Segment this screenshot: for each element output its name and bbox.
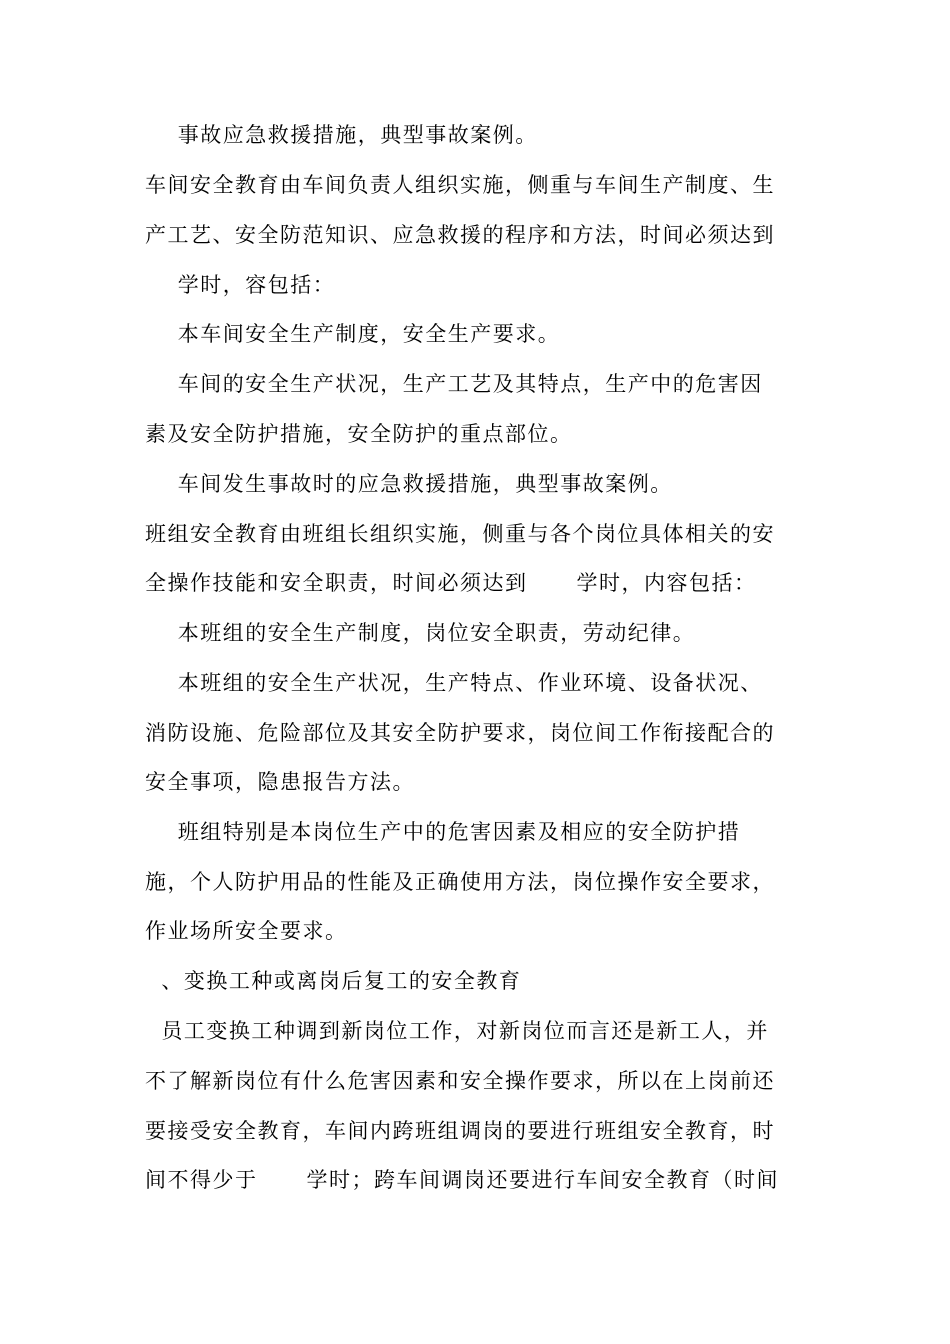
text-line: 员工变换工种调到新岗位工作，对新岗位而言还是新工人，并 [145, 1019, 769, 1043]
text-line: 消防设施、危险部位及其安全防护要求，岗位间工作衔接配合的 [145, 721, 775, 745]
text-line: 要接受安全教育，车间内跨班组调岗的要进行班组安全教育，时 [145, 1119, 775, 1143]
text-line: 本班组的安全生产状况，生产特点、作业环境、设备状况、 [145, 671, 763, 695]
text-line: 全操作技能和安全职责，时间必须达到 学时，内容包括： [145, 571, 757, 595]
text-line: 产工艺、安全防范知识、应急救援的程序和方法，时间必须达到 [145, 223, 775, 247]
text-line: 事故应急救援措施，典型事故案例。 [145, 123, 538, 147]
text-line: 车间发生事故时的应急救援措施，典型事故案例。 [145, 472, 673, 496]
section-heading: 、变换工种或离岗后复工的安全教育 [145, 969, 522, 993]
text-line: 施，个人防护用品的性能及正确使用方法，岗位操作安全要求， [145, 870, 775, 894]
text-line: 本车间安全生产制度，安全生产要求。 [145, 322, 561, 346]
text-line: 车间安全教育由车间负责人组织实施，侧重与车间生产制度、生 [145, 173, 775, 197]
text-line: 本班组的安全生产制度，岗位安全职责，劳动纪律。 [145, 621, 696, 645]
text-line: 不了解新岗位有什么危害因素和安全操作要求，所以在上岗前还 [145, 1069, 775, 1093]
text-line: 车间的安全生产状况，生产工艺及其特点，生产中的危害因 [145, 372, 763, 396]
text-line: 间不得少于 学时；跨车间调岗还要进行车间安全教育（时间 [145, 1168, 780, 1192]
text-line: 安全事项，隐患报告方法。 [145, 770, 415, 794]
text-line: 素及安全防护措施，安全防护的重点部位。 [145, 422, 573, 446]
text-line: 班组特别是本岗位生产中的危害因素及相应的安全防护措 [145, 820, 741, 844]
text-line: 学时，容包括： [145, 273, 336, 297]
text-line: 班组安全教育由班组长组织实施，侧重与各个岗位具体相关的安 [145, 522, 775, 546]
text-line: 作业场所安全要求。 [145, 919, 348, 943]
